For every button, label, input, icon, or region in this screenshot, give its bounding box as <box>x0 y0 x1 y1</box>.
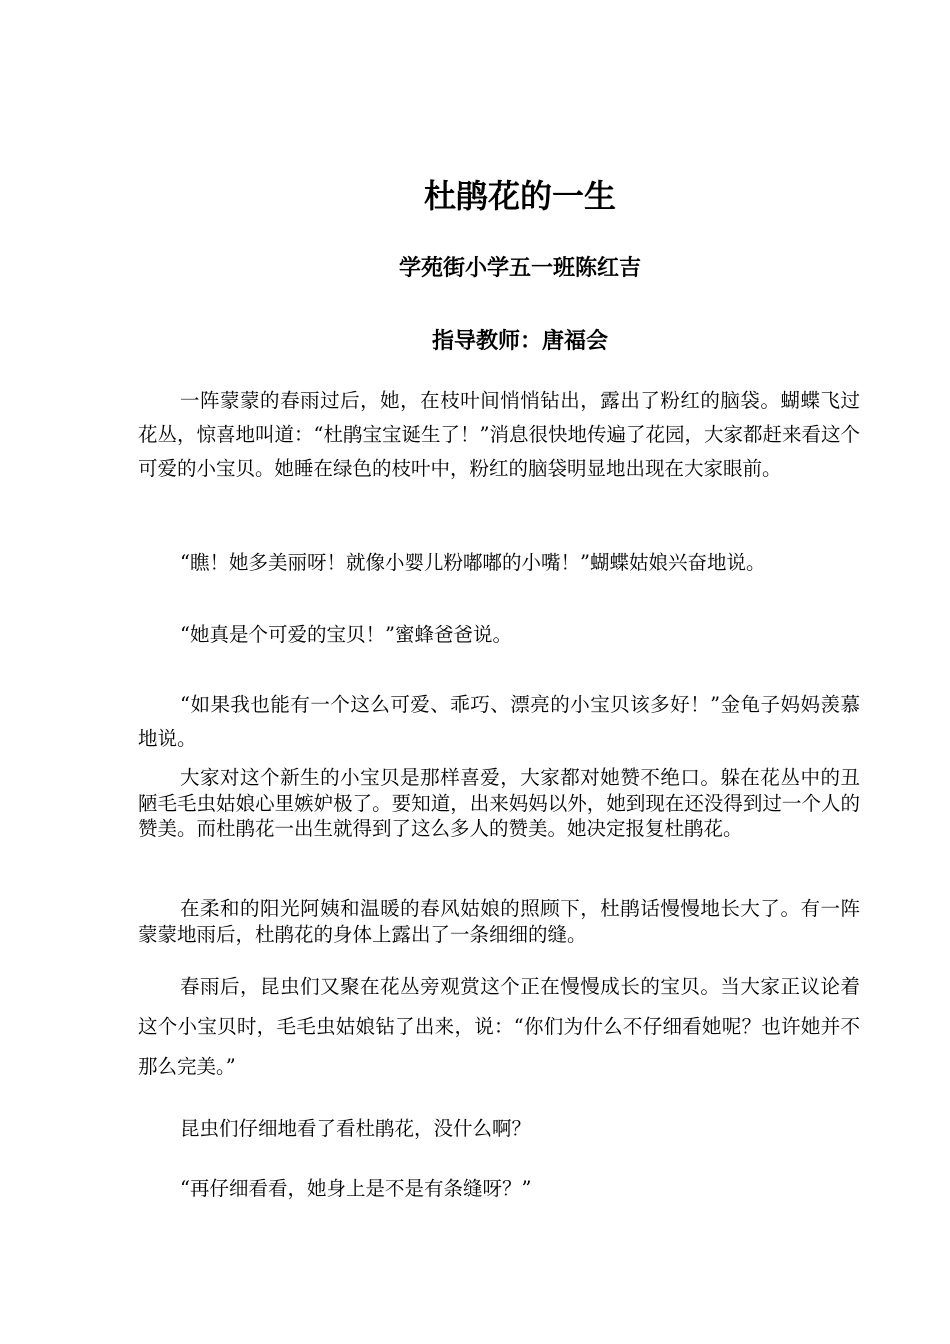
author-line: 学苑街小学五一班陈红吉 <box>398 256 641 281</box>
paragraph-6: 在柔和的阳光阿姨和温暖的春风姑娘的照顾下，杜鹃话慢慢地长大了。有一阵蒙蒙地雨后，杜鹃花的身体上露出了一条细细的缝。 <box>138 897 860 946</box>
paragraph-7: 春雨后，昆虫们又聚在花丛旁观赏这个正在慢慢成长的宝贝。当大家正议论着这个小宝贝时，毛毛虫姑娘钻了出来，说：“你们为什么不仔细看她呢？也许她并不那么完美。” <box>138 975 860 1078</box>
teacher-line: 指导教师：唐福会 <box>431 329 608 354</box>
paragraph-8: 昆虫们仔细地看了看杜鹃花，没什么啊？ <box>180 1117 532 1140</box>
paragraph-4: “如果我也能有一个这么可爱、乖巧、漂亮的小宝贝该多好！”金龟子妈妈羡慕地说。 <box>138 693 860 750</box>
paragraph-1: 一阵蒙蒙的春雨过后，她，在枝叶间悄悄钻出，露出了粉红的脑袋。蝴蝶飞过花丛，惊喜地叫道：“杜鹃宝宝诞生了！”消息很快地传遍了花园，大家都赶来看这个可爱的小宝贝。她睡在绿色的枝叶中，粉红的脑袋明显地出现在大家眼前。 <box>138 389 860 480</box>
paragraph-2: “瞧！她多美丽呀！就像小婴儿粉嘟嘟的小嘴！”蝴蝶姑娘兴奋地说。 <box>180 551 766 574</box>
paragraph-5: 大家对这个新生的小宝贝是那样喜爱，大家都对她赞不绝口。躲在花丛中的丑陋毛毛虫姑娘心里嫉妒极了。要知道，出来妈妈以外，她到现在还没得到过一个人的赞美。而杜鹃花一出生就得到了这么多人的赞美。她决定报复杜鹃花。 <box>138 766 860 840</box>
paragraph-9: “再仔细看看，她身上是不是有条缝呀？” <box>180 1177 532 1200</box>
document-title: 杜鹃花的一生 <box>423 177 616 215</box>
paragraph-3: “她真是个可爱的宝贝！”蜜蜂爸爸说。 <box>180 623 512 646</box>
